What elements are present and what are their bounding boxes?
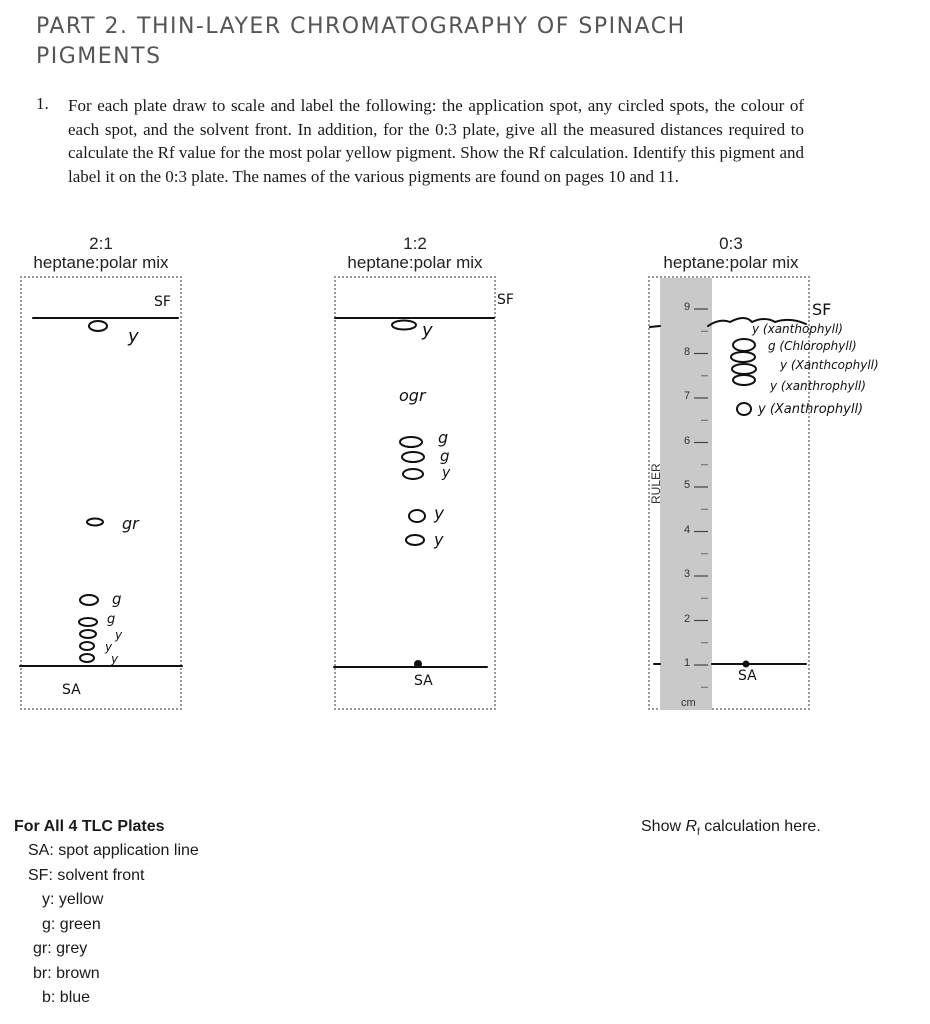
plate-2-ratio: 1:2	[403, 234, 427, 253]
plate-3-sf-label: SF	[812, 300, 832, 319]
plate-2-spot-label: y	[422, 320, 433, 341]
plate-1-spot-label: g	[112, 590, 122, 608]
ruler-number: 2	[684, 612, 691, 625]
legend-value: spot application line	[58, 842, 199, 859]
plate-1-spot-label: y	[105, 640, 113, 654]
legend-item	[42, 989, 90, 1007]
ruler-number: 7	[684, 390, 691, 402]
plate-3-spot	[731, 352, 755, 362]
legend-key: b:	[42, 989, 56, 1006]
ruler-ticks	[694, 309, 708, 687]
plate-2-spot-label: g	[440, 447, 450, 465]
ruler-number: 9	[684, 301, 691, 313]
question-number: 1.	[36, 94, 49, 113]
question-text: For each plate draw to scale and label the following: the application spot, any circled spots, the colour of each spot, and the solvent front. In addition, for the 0:3 plate, give all the measured distances required to calculate the Rf value for the most polar yellow pigment. Show the Rf calculation. Identify this pigment and label it on the 0:3 plate. The names of the various pigments are found on pages 10 and 11.	[68, 96, 805, 186]
plate-1-spot	[89, 321, 107, 331]
legend-key: y:	[42, 891, 55, 908]
legend-key: gr:	[33, 940, 52, 957]
ruler-number: 6	[684, 434, 691, 447]
legend-item	[28, 842, 199, 860]
legend-key: SF:	[28, 866, 53, 884]
ruler-number: 8	[684, 345, 691, 358]
plate-2-spot-label: g	[438, 428, 449, 447]
plate-1-spot	[80, 654, 94, 662]
legend-value: blue	[59, 989, 91, 1006]
plate-1-sa-label: SA	[62, 682, 81, 698]
rf-prompt-prefix: Show	[641, 818, 686, 835]
plate-2-application-spot	[414, 660, 422, 668]
plate-3-annotation: y (Xanthcophyll)	[780, 358, 879, 372]
rf-symbol: R	[685, 818, 698, 835]
legend-value: grey	[56, 940, 88, 957]
plate-2-spot	[409, 510, 425, 522]
plate-3-annotation: y (xanthrophyll)	[770, 379, 866, 393]
rf-calculation-prompt	[641, 818, 821, 838]
plate-3-spot	[737, 403, 751, 415]
plate-1-ratio: 2:1	[89, 234, 113, 253]
plate-3-annotation: y (xanthophyll)	[752, 322, 843, 336]
plate-1-sf-label: SF	[154, 294, 171, 310]
plate-1-spot	[79, 618, 97, 626]
plate-2-sa-label: SA	[414, 673, 433, 689]
legend-key: br:	[33, 964, 52, 982]
plate-3-annotation: g (Chlorophyll)	[768, 339, 857, 353]
plate-1-spot-label: y	[111, 652, 119, 666]
legend-item	[28, 867, 145, 885]
rf-subscript: f	[697, 827, 700, 839]
legend-key: g:	[42, 915, 56, 933]
plate-2-spot-label: y	[442, 465, 451, 481]
plate-2-spot	[406, 535, 424, 545]
plate-3-spot	[733, 339, 755, 351]
ruler-label: RULER	[649, 463, 663, 504]
legend-item	[33, 940, 87, 958]
plate-2-spot	[400, 437, 422, 447]
plate-2-spot	[392, 321, 416, 330]
plate-1-spot	[80, 630, 96, 638]
legend-value: brown	[56, 964, 100, 982]
ruler-number: 5	[684, 479, 691, 491]
plate-3-spot	[732, 364, 756, 374]
legend-value: solvent front	[57, 866, 145, 884]
ruler-number: 3	[684, 568, 691, 580]
plate-3-spot	[733, 375, 755, 385]
plate-1-spot-label: y	[128, 326, 139, 347]
plate-3-solvent: heptane:polar mix	[663, 253, 799, 272]
legend-item	[42, 916, 101, 934]
plate-1-spot	[80, 595, 98, 605]
plate-1-spot-label: g	[107, 612, 116, 627]
plate-3-application-spot	[743, 661, 750, 668]
plate-1-spot	[87, 519, 103, 526]
plate-2-sf-label: SF	[497, 292, 514, 308]
plate-1-spot	[80, 642, 94, 650]
legend-title: For All 4 TLC Plates	[14, 818, 165, 835]
legend-item	[42, 891, 103, 909]
plate-1-spot-label: y	[115, 628, 123, 642]
plate-2-spot-label: y	[434, 504, 445, 524]
plate-3-annotation: y (Xanthrophyll)	[758, 402, 864, 417]
plate-2-solvent: heptane:polar mix	[347, 253, 483, 272]
ruler-unit: cm	[681, 697, 696, 709]
plate-2-spot-label: y	[434, 530, 444, 549]
plate-3-ratio: 0:3	[719, 234, 743, 253]
plate-3-sa-label: SA	[738, 668, 757, 684]
legend-key: SA:	[28, 842, 54, 859]
plate-1-spot-label: gr	[122, 514, 139, 533]
ruler-number: 4	[684, 523, 691, 536]
plate-2-spot	[403, 469, 423, 479]
legend-value: yellow	[58, 891, 104, 908]
plate-2-spot-label: ogr	[399, 386, 426, 405]
ruler-number: 1	[684, 657, 691, 669]
plate-1-solvent: heptane:polar mix	[33, 253, 169, 272]
legend-item	[33, 965, 100, 983]
rf-prompt-suffix: calculation here.	[699, 818, 821, 835]
plate-2-spot	[402, 452, 424, 462]
legend-value: green	[59, 915, 101, 933]
page-title: PART 2. THIN-LAYER CHROMATOGRAPHY OF SPINACH PIGMENTS	[36, 14, 686, 69]
